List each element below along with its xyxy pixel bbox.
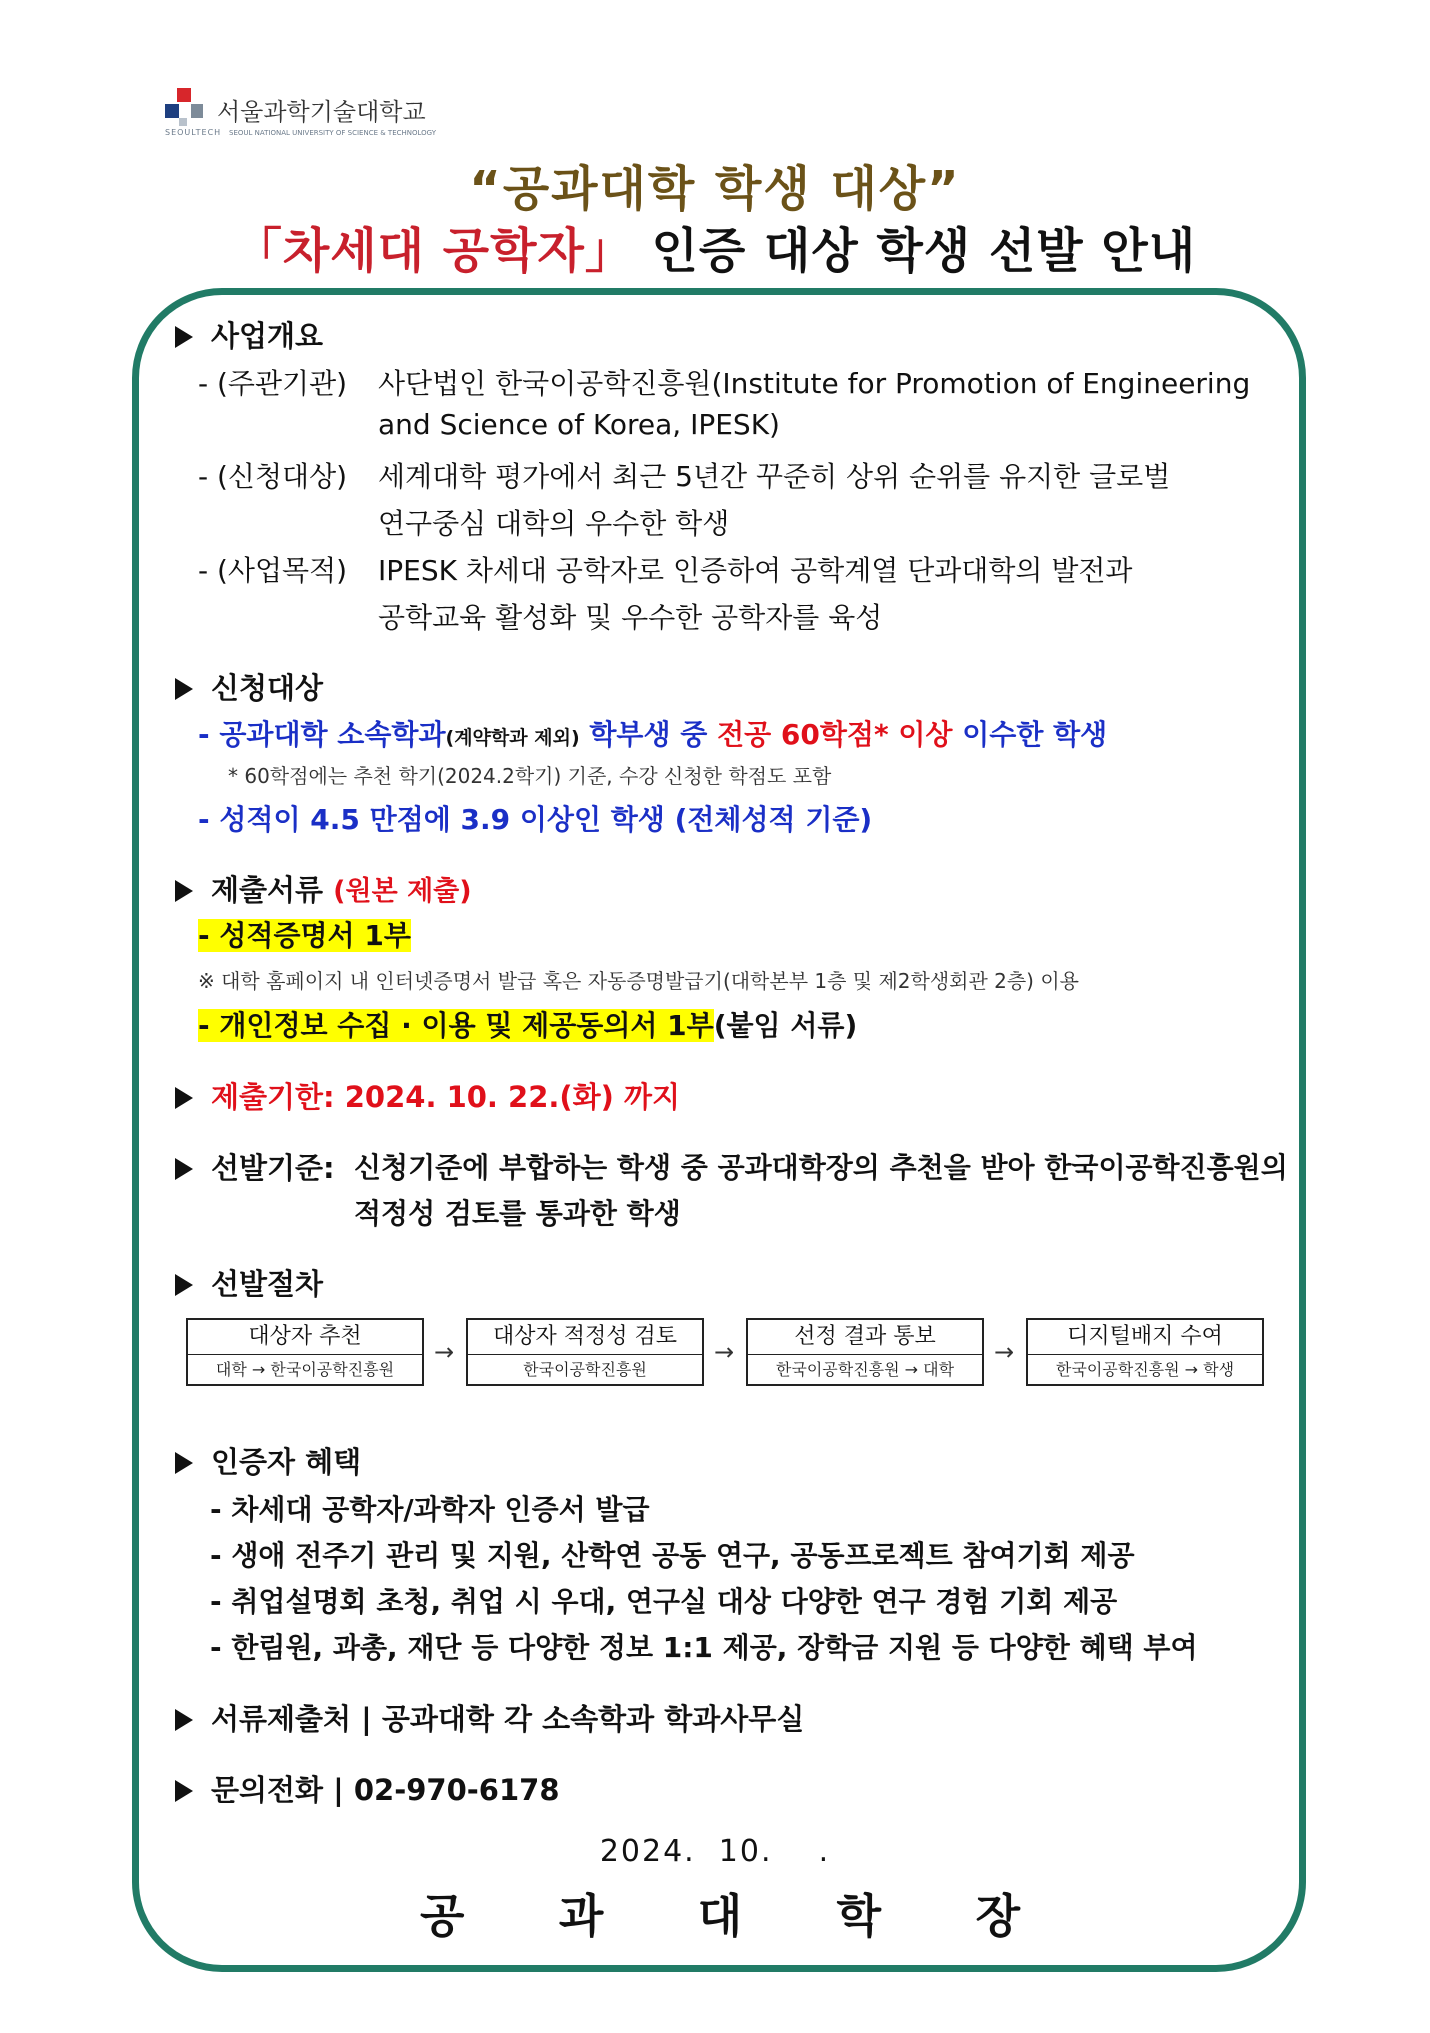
procedure-step-2-title: 대상자 적정성 검토 (468, 1320, 702, 1355)
overview-org-text2: and Science of Korea, IPESK) (378, 408, 780, 441)
section-eligibility (175, 666, 323, 707)
section-contact (175, 1768, 560, 1809)
logo-en-short: SEOULTECH (165, 128, 222, 137)
eligibility-dept: - 공과대학 소속학과 (198, 718, 446, 751)
title-line2 (0, 212, 1430, 281)
procedure-arrow-3: → (994, 1338, 1015, 1366)
logo-university-name: 서울과학기술대학교 (217, 98, 426, 126)
triangle-bullet-icon (175, 880, 193, 902)
documents-item1 (198, 914, 411, 954)
triangle-bullet-icon (175, 1087, 193, 1109)
section-procedure-heading: 선발절차 (211, 1267, 324, 1301)
procedure-step-3-sub: 한국이공학진흥원 → 대학 (775, 1360, 955, 1379)
overview-purpose-label: - (사업목적) (198, 554, 348, 587)
sign-char-4: 학 (836, 1889, 882, 1943)
procedure-step-2-sub: 한국이공학진흥원 (523, 1360, 647, 1379)
section-benefits (175, 1440, 361, 1481)
documents-privacy-consent: - 개인정보 수집 · 이용 및 제공동의서 1부 (198, 1009, 714, 1042)
triangle-bullet-icon (175, 678, 193, 700)
section-documents (175, 868, 472, 909)
footer-date: 2024. 10. . (599, 1834, 831, 1869)
benefit-item-4: - 한림원, 과총, 재단 등 다양한 정보 1:1 제공, 장학금 지원 등 다양한 혜택 부여 (210, 1631, 1198, 1664)
procedure-step-1-sub: 대학 → 한국이공학진흥원 (215, 1360, 395, 1379)
procedure-step-1 (186, 1318, 424, 1386)
procedure-step-1-title: 대상자 추천 (188, 1320, 422, 1355)
triangle-bullet-icon (175, 1274, 193, 1296)
overview-target-text2: 연구중심 대학의 우수한 학생 (378, 507, 730, 540)
eligibility-line2: - 성적이 4.5 만점에 3.9 이상인 학생 (전체성적 기준) (198, 803, 873, 836)
eligibility-completed: 이수한 학생 (952, 718, 1108, 751)
criteria-text2: 적정성 검토를 통과한 학생 (354, 1197, 681, 1230)
eligibility-note: * 60학점에는 추천 학기(2024.2학기) 기준, 수강 신청한 학점도 포함 (228, 764, 832, 788)
university-logo (165, 88, 437, 138)
documents-attachment-note: (붙임 서류) (713, 1009, 858, 1042)
documents-original-note: (원본 제출) (333, 876, 472, 907)
eligibility-line1 (198, 713, 1107, 753)
section-eligibility-heading: 신청대상 (211, 671, 324, 705)
section-documents-heading: 제출서류 (211, 873, 324, 907)
overview-org-label: - (주관기관) (198, 367, 348, 400)
section-procedure (175, 1262, 323, 1303)
procedure-step-3-title: 선정 결과 통보 (748, 1320, 982, 1355)
overview-org-text1: 사단법인 한국이공학진흥원(Institute for Promotion of Engineering (378, 367, 1251, 400)
documents-note: ※ 대학 홈페이지 내 인터넷증명서 발급 혹은 자동증명발급기(대학본부 1층 및 제2학생회관 2층) 이용 (198, 969, 1079, 993)
procedure-step-3 (746, 1318, 984, 1386)
deadline-text: 제출기한: 2024. 10. 22.(화) 까지 (211, 1080, 681, 1114)
section-overview-heading: 사업개요 (211, 319, 324, 353)
sign-char-3: 대 (697, 1889, 743, 1943)
section-submit-place (175, 1697, 804, 1738)
section-overview (175, 314, 323, 355)
title-program-name: 「차세대 공학자」 (233, 223, 634, 279)
section-benefits-heading: 인증자 혜택 (211, 1445, 362, 1479)
logo-mark-icon (165, 88, 207, 132)
triangle-bullet-icon (175, 326, 193, 348)
sign-char-2: 과 (558, 1889, 604, 1943)
contact-text: 문의전화 | 02-970-6178 (211, 1773, 560, 1807)
benefit-item-1: - 차세대 공학자/과학자 인증서 발급 (210, 1493, 650, 1526)
documents-transcript: - 성적증명서 1부 (198, 919, 411, 952)
section-criteria (175, 1146, 335, 1187)
section-deadline (175, 1075, 680, 1116)
benefit-item-3: - 취업설명회 초청, 취업 시 우대, 연구실 대상 다양한 연구 경험 기회 제공 (210, 1585, 1118, 1618)
procedure-arrow-2: → (714, 1338, 735, 1366)
eligibility-credits: 전공 60학점* 이상 (717, 718, 953, 751)
title-line1: “공과대학 학생 대상” (469, 161, 961, 217)
criteria-label: 선발기준: (211, 1151, 335, 1185)
triangle-bullet-icon (175, 1158, 193, 1180)
logo-en-full: SEOUL NATIONAL UNIVERSITY OF SCIENCE & TECHNOLOGY (229, 129, 437, 137)
procedure-step-4-title: 디지털배지 수여 (1028, 1320, 1262, 1355)
sign-char-5: 장 (975, 1889, 1020, 1943)
benefit-item-2: - 생애 전주기 관리 및 지원, 산학연 공동 연구, 공동프로젝트 참여기회 제공 (210, 1539, 1135, 1572)
triangle-bullet-icon (175, 1709, 193, 1731)
overview-target-label: - (신청대상) (198, 460, 348, 493)
procedure-arrow-1: → (434, 1338, 455, 1366)
overview-purpose-text1: IPESK 차세대 공학자로 인증하여 공학계열 단과대학의 발전과 (378, 554, 1133, 587)
eligibility-dept-note: (계약학과 제외) (445, 727, 580, 749)
overview-target-text1: 세계대학 평가에서 최근 5년간 꾸준히 상위 순위를 유지한 글로벌 (378, 460, 1171, 493)
criteria-text1: 신청기준에 부합하는 학생 중 공과대학장의 추천을 받아 한국이공학진흥원의 (354, 1151, 1288, 1184)
sign-char-1: 공 (420, 1889, 465, 1943)
overview-purpose-text2: 공학교육 활성화 및 우수한 공학자를 육성 (378, 601, 883, 634)
procedure-step-4 (1026, 1318, 1264, 1386)
eligibility-undergrad: 학부생 중 (579, 718, 718, 751)
triangle-bullet-icon (175, 1780, 193, 1802)
documents-item2 (198, 1004, 857, 1044)
footer-signature (420, 1880, 1020, 1946)
title-main: 인증 대상 학생 선발 안내 (651, 223, 1197, 279)
submit-place-text: 서류제출처 | 공과대학 각 소속학과 학과사무실 (211, 1702, 805, 1736)
procedure-step-4-sub: 한국이공학진흥원 → 학생 (1055, 1360, 1235, 1379)
triangle-bullet-icon (175, 1452, 193, 1474)
procedure-step-2 (466, 1318, 704, 1386)
